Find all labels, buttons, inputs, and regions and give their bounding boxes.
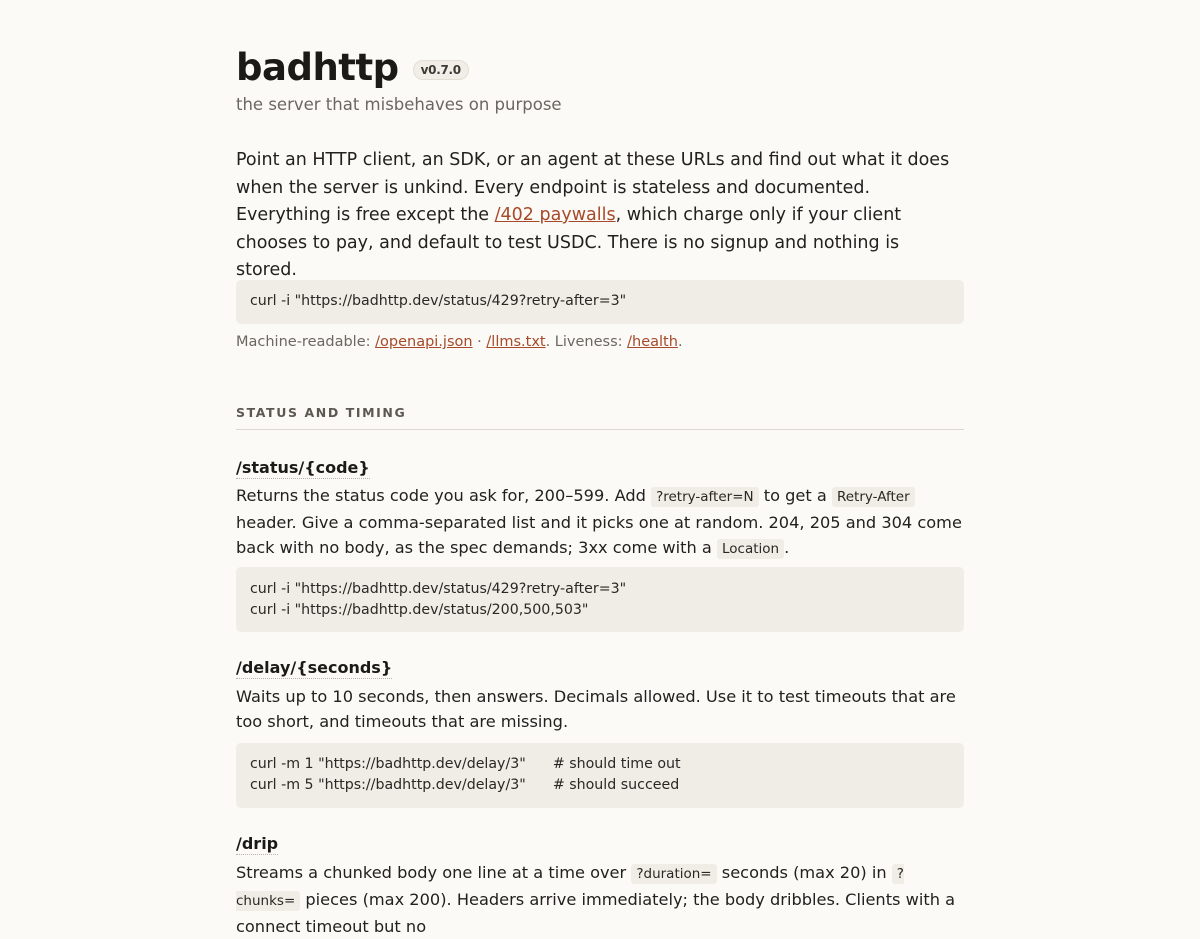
intro-text-end: , which charge only if your client chooses to pay, and default to test USDC. There is no signup and nothing is stored.: [236, 205, 902, 280]
intro-text-start: Point an HTTP client, an SDK, or an agent at these URLs and find out what it does when the server is unkind. Every endpoint is stateless and documented. Everything is free except the: [236, 150, 950, 225]
inline-code-location: Location: [717, 539, 784, 559]
endpoint-title-drip: /drip: [236, 834, 279, 853]
title-row: [236, 44, 469, 92]
status-code-line-1: curl -i "https://badhttp.dev/status/429?retry-after=3": [250, 581, 627, 597]
delay-code-line-2: curl -m 5 "https://badhttp.dev/delay/3" # should succeed: [250, 777, 680, 793]
page-title: badhttp: [236, 46, 399, 89]
machine-readable-label: Machine-readable:: [236, 334, 376, 350]
paywalls-link[interactable]: /402 paywalls: [494, 205, 616, 225]
status-desc-part: to get a: [758, 486, 832, 505]
inline-code-duration: ?duration=: [631, 864, 716, 884]
openapi-link[interactable]: /openapi.json: [375, 334, 473, 350]
drip-desc-part: pieces (max 200). Headers arrive immediately; the body dribbles. Clients with a connect timeout but no: [236, 890, 956, 936]
inline-code-retry-after-param: ?retry-after=N: [651, 487, 759, 507]
status-desc-part: Returns the status code you ask for, 200–599. Add: [236, 486, 652, 505]
inline-code-retry-after-header: Retry-After: [832, 487, 915, 507]
intro-paragraph: [236, 147, 964, 285]
version-badge: v0.7.0: [413, 60, 469, 80]
endpoint-title-status: /status/{code}: [236, 458, 370, 477]
status-desc-part: .: [784, 538, 790, 557]
tagline: the server that misbehaves on purpose: [236, 95, 562, 114]
drip-desc-part: seconds (max 20) in: [716, 863, 892, 882]
drip-desc-part: Streams a chunked body one line at a time over: [236, 863, 632, 882]
section-heading: STATUS AND TIMING: [236, 405, 964, 430]
meta-end: .: [677, 334, 683, 350]
hero-code-line: curl -i "https://badhttp.dev/status/429?retry-after=3": [250, 293, 627, 309]
endpoint-desc-delay: Waits up to 10 seconds, then answers. Decimals allowed. Use it to test timeouts that are too short, and timeouts that are missing.: [236, 687, 956, 731]
machine-readable-links: [236, 334, 683, 350]
link-separator: ·: [472, 334, 487, 350]
endpoint-title-delay: /delay/{seconds}: [236, 658, 393, 677]
liveness-label: . Liveness:: [545, 334, 628, 350]
endpoint-desc-status: [236, 483, 966, 562]
status-desc-part: header. Give a comma-separated list and it picks one at random. 204, 205 and 304 come back with no body, as the spec demands; 3xx come with a: [236, 513, 962, 557]
hero-code-block: [236, 280, 964, 324]
inline-code-chunks: ?chunks=: [236, 866, 904, 909]
health-link[interactable]: /health: [627, 334, 678, 350]
llms-link[interactable]: /llms.txt: [486, 334, 546, 350]
status-code-block: [236, 567, 964, 632]
delay-code-block: [236, 743, 964, 808]
status-code-line-2: curl -i "https://badhttp.dev/status/200,500,503": [250, 602, 589, 618]
delay-code-line-1: curl -m 1 "https://badhttp.dev/delay/3" # should time out: [250, 756, 681, 772]
